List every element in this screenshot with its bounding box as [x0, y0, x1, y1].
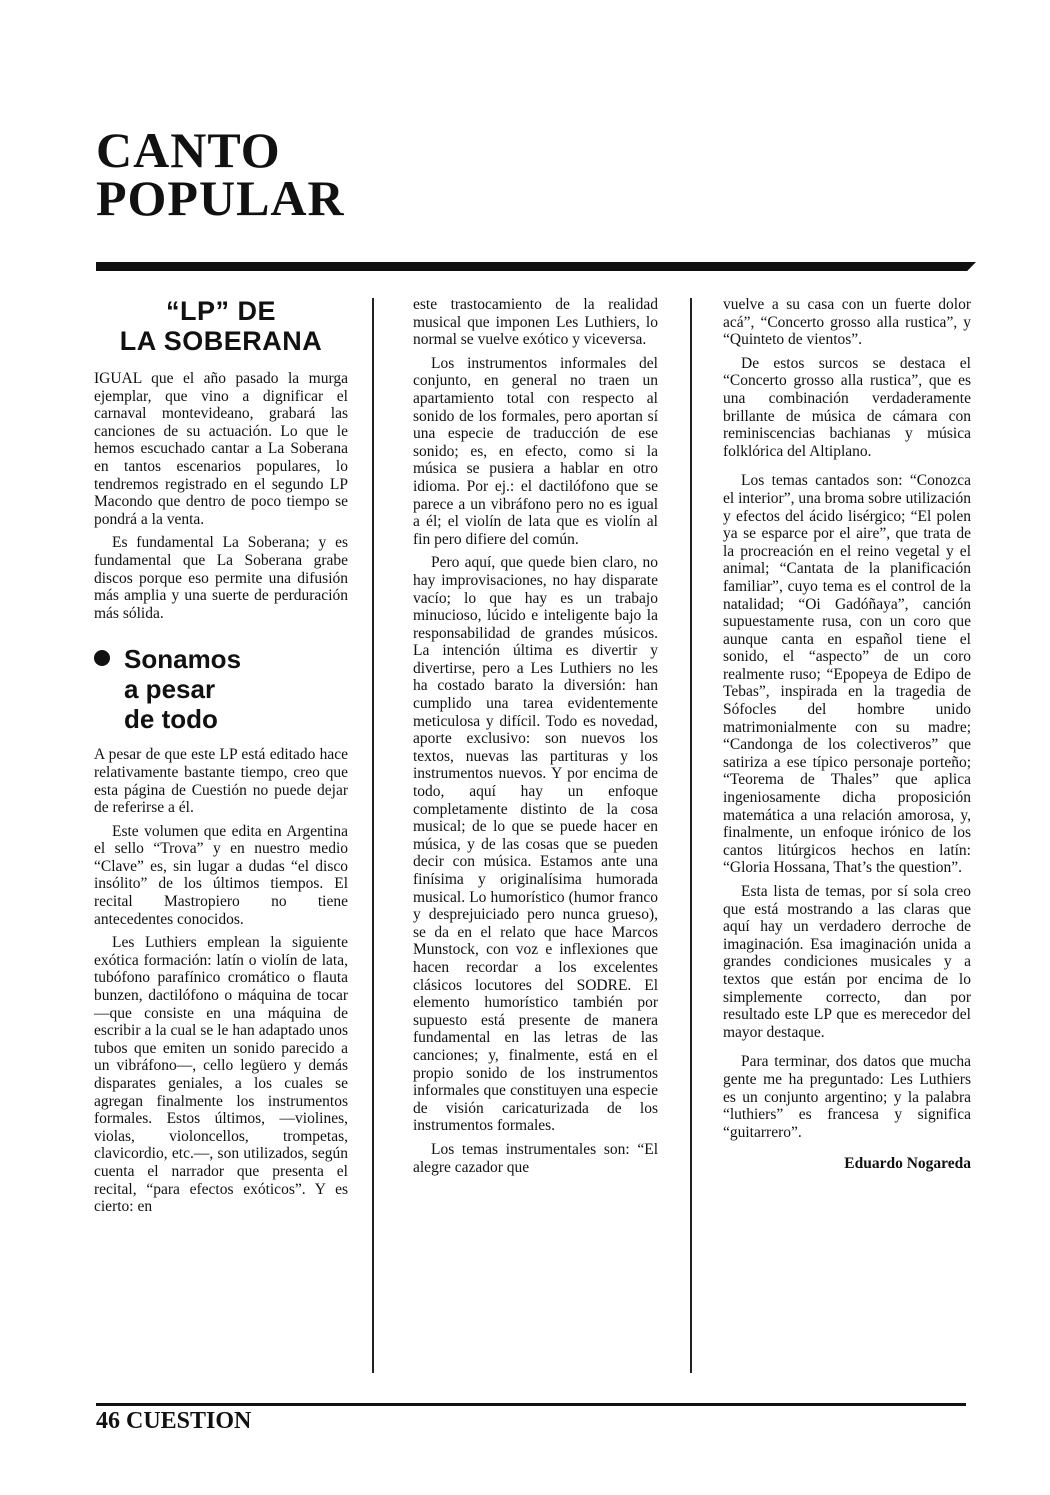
top-rule	[96, 262, 976, 271]
magazine-name: CUESTION	[126, 1408, 252, 1434]
paragraph: IGUAL que el año pasado la murga ejemplar, que vino a dignificar el carnaval montevideano, grabará las canciones de su actuación. Lo que le hemos escuchado cantar a La Soberana en tantos escenarios populares, lo tendremos registrado en el segundo LP Macondo que dentro de poco tiempo se pondrá a la venta.	[94, 370, 348, 528]
paragraph: Los temas instrumentales son: “El alegre cazador que	[413, 1140, 658, 1176]
subheading-line2: a pesar	[124, 674, 216, 705]
section-title-line2: POPULAR	[96, 170, 345, 226]
paragraph: vuelve a su casa con un fuerte dolor acá”, “Concerto grosso alla rustica”, y “Quinteto de vientos”.	[723, 296, 971, 349]
paragraph: Les Luthiers emplean la siguiente exótica formación: latín o violín de lata, tubófono parafínico cromático o flauta bunzen, dactilófono o máquina de tocar —que consiste en una máquina de escribir a la cual se le han adaptado unos tubos que emiten un sonido parecido a un vibráfono—, cello legüero y demás disparates geniales, a los cuales se agregan finalmente los instrumentos formales. Estos últimos, —violines, violas, violoncellos, trompetas, clavicordio, etc.—, son utilizados, según cuenta el narrador que presenta el recital, “para efectos exóticos”. Y es cierto: en	[94, 934, 348, 1216]
column-2	[413, 296, 658, 1182]
subheading-line1: Sonamos	[124, 644, 242, 675]
paragraph: Esta lista de temas, por sí sola creo que está mostrando a las claras que aquí hay un verdadero derroche de imaginación. Esa imaginación unida a grandes condiciones musicales y a textos que están por encima de lo simplemente correcto, dan por resultado este LP que es merecedor del mayor destaque.	[723, 883, 971, 1041]
headline-line2: LA SOBERANA	[119, 326, 323, 356]
bullet-icon	[94, 650, 110, 666]
page-footer	[96, 1408, 251, 1435]
column-divider	[690, 298, 692, 1373]
paragraph: Es fundamental La Soberana; y es fundamental que La Soberana grabe discos porque eso permite una difusión más amplia y una suerte de perduración más sólida.	[94, 534, 348, 622]
paragraph: Los instrumentos informales del conjunto, en general no traen un apartamiento total con respecto al sonido de los formales, pero aportan sí una especie de traducción de ese sonido; es, en efecto, como si la música se pusiera a hablar en otro idioma. Por ej.: el dactilófono que se parece a un vibráfono pero no es igual a él; el violín de lata que es violín al fin pero difiere del común.	[413, 354, 658, 548]
column-3	[723, 296, 971, 1173]
headline-line1: “LP” DE	[165, 296, 276, 326]
page-number: 46	[96, 1408, 120, 1434]
paragraph: Pero aquí, que quede bien claro, no hay improvisaciones, no hay disparate vacío; lo que hay es un trabajo minucioso, lúcido e inteligente bajo la responsabilidad de grandes músicos. La intención última es divertir y divertirse, pero a Les Luthiers no les ha costado barato la diversión: han cumplido una tarea evidentemente meticulosa y difícil. Todo es novedad, aporte exclusivo: son nuevos los textos, nuevas las partituras y los instrumentos nuevos. Y por encima de todo, aquí hay un enfoque completamente distinto de la cosa musical; de lo que se puede hacer en música, y de las cosas que se pueden decir con música. Estamos ante una finísima y originalísima humorada musical. Lo humorístico (humor franco y desprejuiciado pero nunca grueso), se da en el relato que hace Marcos Munstock, con voz e inflexiones que hacen recordar a los excelentes clásicos locutores del SODRE. El elemento humorístico también por supuesto está presente de manera fundamental en las letras de las canciones; y, finalmente, está en el propio sonido de los instrumentos informales que constituyen una especie de visión caricaturizada de los instrumentos formales.	[413, 554, 658, 1135]
paragraph: Los temas cantados son: “Conozca el interior”, una broma sobre utilización y efectos del ácido lisérgico; “El polen ya se esparce por el aire”, que trata de la procreación en el reino vegetal y el animal; “Cantata de la planificación familiar”, cuyo tema es el control de la natalidad; “Oi Gadóñaya”, canción supuestamente rusa, con un coro que aunque canta en español tiene el sonido, el “aspecto” de un coro realmente ruso; “Epopeya de Edipo de Tebas”, inspirada en la tragedia de Sófocles del hombre unido matrimonialmente con su madre; “Candonga de los colectiveros” que satiriza a ese típico personaje porteño; “Teorema de Thales” que aplica ingeniosamente dicha proposición matemática a una relación amorosa, y, finalmente, un enfoque irónico de los cantos litúrgicos hechos en latín: “Gloria Hossana, That’s the question”.	[723, 472, 971, 877]
paragraph: este trastocamiento de la realidad musical que imponen Les Luthiers, lo normal se vuelve exótico y viceversa.	[413, 296, 658, 349]
paragraph: A pesar de que este LP está editado hace relativamente bastante tiempo, creo que esta página de Cuestión no puede dejar de referirse a él.	[94, 746, 348, 817]
section-title-line1: CANTO	[96, 122, 281, 178]
article-headline	[94, 296, 348, 356]
paragraph: Este volumen que edita en Argentina el sello “Trova” y en nuestro medio “Clave” es, sin lugar a dudas “el disco insólito” de los últimos tiempos. El recital Mastropiero no tiene antecedentes conocidos.	[94, 822, 348, 928]
paragraph: Para terminar, dos datos que mucha gente me ha preguntado: Les Luthiers es un conjunto argentino; y la palabra “luthiers” es francesa y significa “guitarrero”.	[723, 1053, 971, 1141]
author-signature: Eduardo Nogareda	[844, 1155, 971, 1173]
section-title	[96, 122, 356, 226]
paragraph: De estos surcos se destaca el “Concerto grosso alla rustica”, que es una combinación verdaderamente brillante de música de cámara con reminiscencias bachianas y música folklórica del Altiplano.	[723, 354, 971, 460]
column-1	[94, 296, 348, 1222]
column-divider	[372, 298, 374, 1373]
bottom-rule	[96, 1403, 966, 1406]
subheading	[94, 644, 348, 734]
subheading-line3: de todo	[124, 704, 218, 735]
